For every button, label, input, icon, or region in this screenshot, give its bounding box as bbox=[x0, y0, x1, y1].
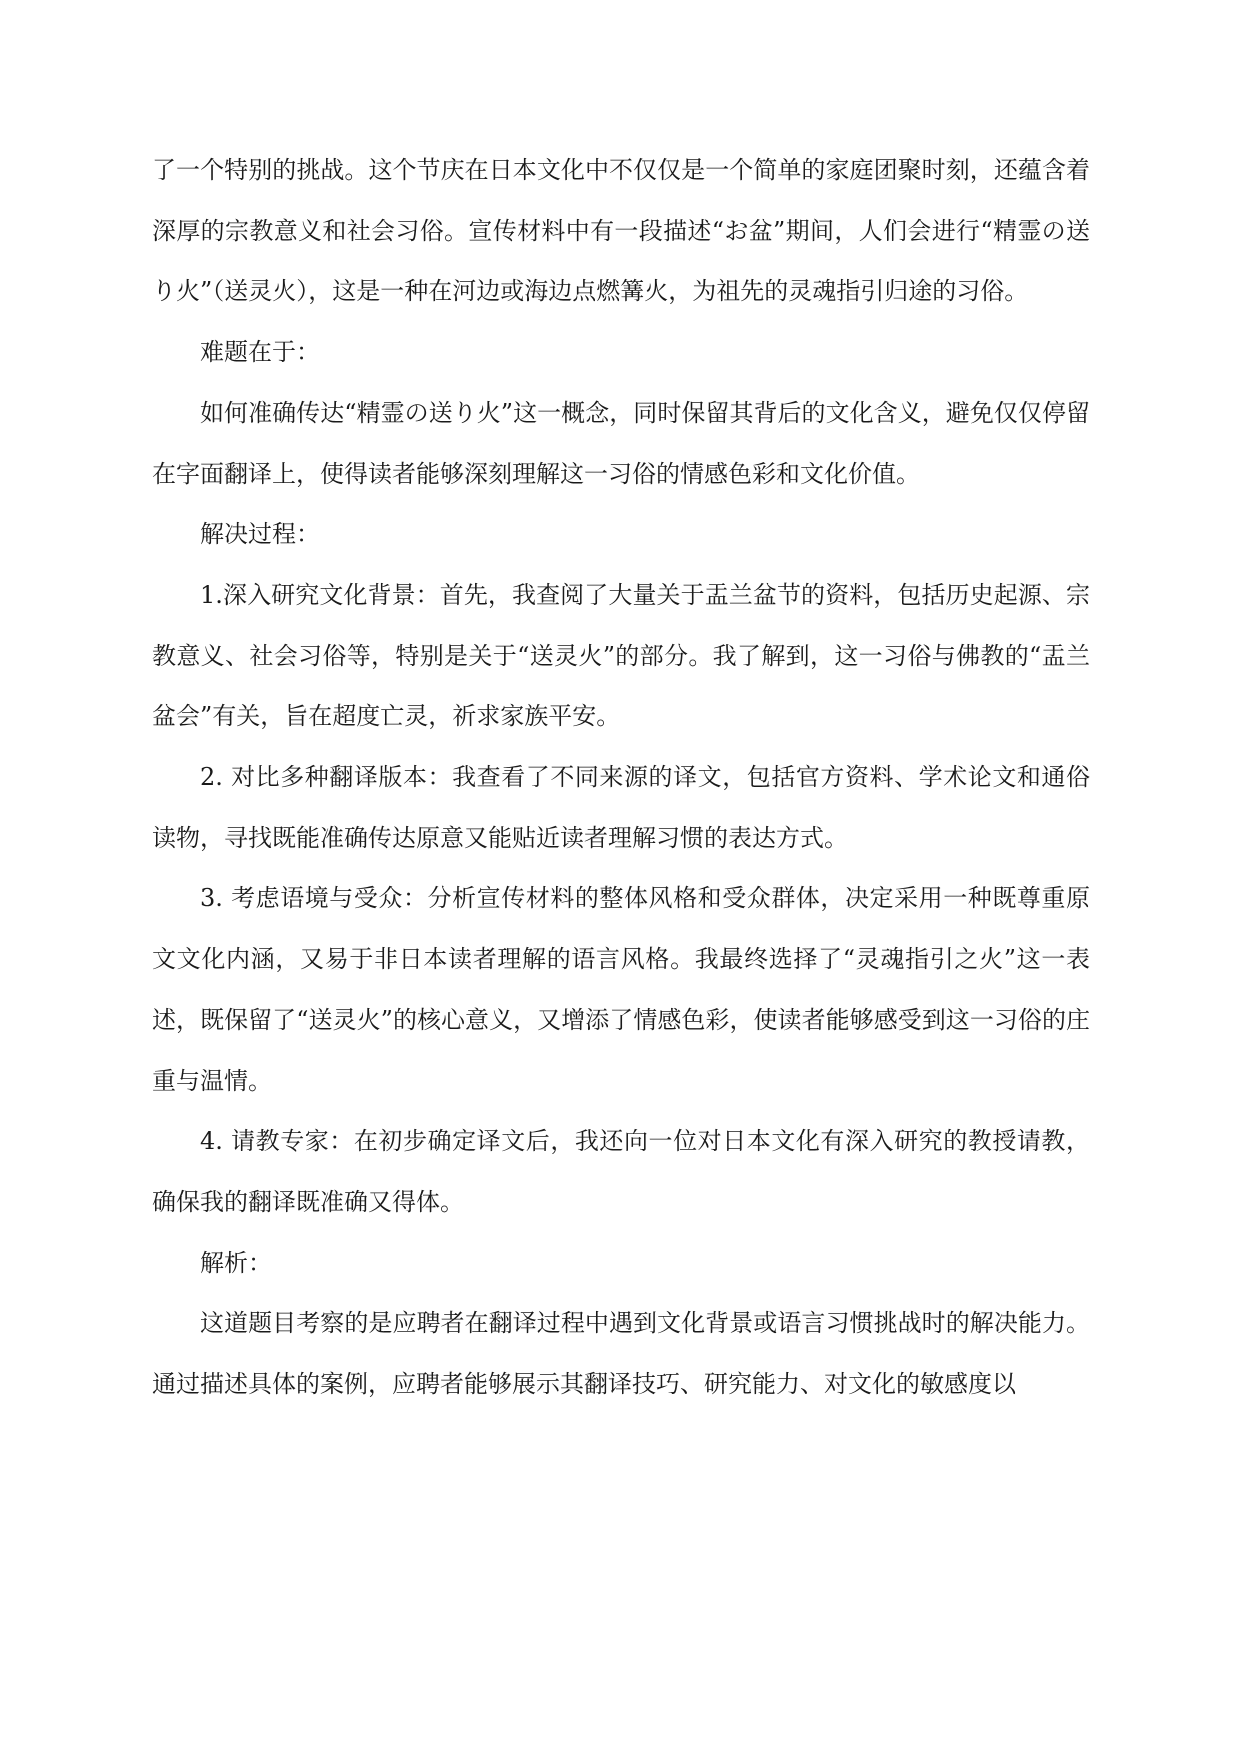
paragraph-step-3: 3. 考虑语境与受众：分析宣传材料的整体风格和受众群体，决定采用一种既尊重原文文化内涵，又易于非日本读者理解的语言风格。我最终选择了“灵魂指引之火”这一表述，既保留了“送灵火”的核心意义，又增添了情感色彩，使读者能够感受到这一习俗的庄重与温情。 bbox=[152, 884, 1090, 1095]
paragraph-analysis-heading: 解析： bbox=[200, 1248, 272, 1277]
paragraph-continuation: 了一个特别的挑战。这个节庆在日本文化中不仅仅是一个简单的家庭团聚时刻，还蕴含着深厚的宗教意义和社会习俗。宣传材料中有一段描述“お盆”期间，人们会进行“精霊の送り火”（送灵火），这是一种在河边或海边点燃篝火，为祖先的灵魂指引归途的习俗。 bbox=[152, 156, 1090, 306]
paragraph-difficulty-heading: 难题在于： bbox=[200, 338, 320, 367]
paragraph-difficulty: 如何准确传达“精霊の送り火”这一概念，同时保留其背后的文化含义，避免仅仅停留在字面翻译上，使得读者能够深刻理解这一习俗的情感色彩和文化价值。 bbox=[152, 398, 1090, 488]
body-text bbox=[152, 140, 1090, 1415]
paragraph-step-2: 2. 对比多种翻译版本：我查看了不同来源的译文，包括官方资料、学术论文和通俗读物，寻找既能准确传达原意又能贴近读者理解习惯的表达方式。 bbox=[152, 763, 1090, 852]
paragraph-process-heading: 解决过程： bbox=[200, 520, 320, 549]
paragraph-step-1: 1.深入研究文化背景：首先，我查阅了大量关于盂兰盆节的资料，包括历史起源、宗教意义、社会习俗等，特别是关于“送灵火”的部分。我了解到，这一习俗与佛教的“盂兰盆会”有关，旨在超度亡灵，祈求家族平安。 bbox=[152, 580, 1090, 731]
paragraph-step-4: 4. 请教专家：在初步确定译文后，我还向一位对日本文化有深入研究的教授请教，确保我的翻译既准确又得体。 bbox=[152, 1127, 1090, 1216]
paragraph-analysis: 这道题目考察的是应聘者在翻译过程中遇到文化背景或语言习惯挑战时的解决能力。通过描述具体的案例，应聘者能够展示其翻译技巧、研究能力、对文化的敏感度以 bbox=[152, 1309, 1090, 1399]
